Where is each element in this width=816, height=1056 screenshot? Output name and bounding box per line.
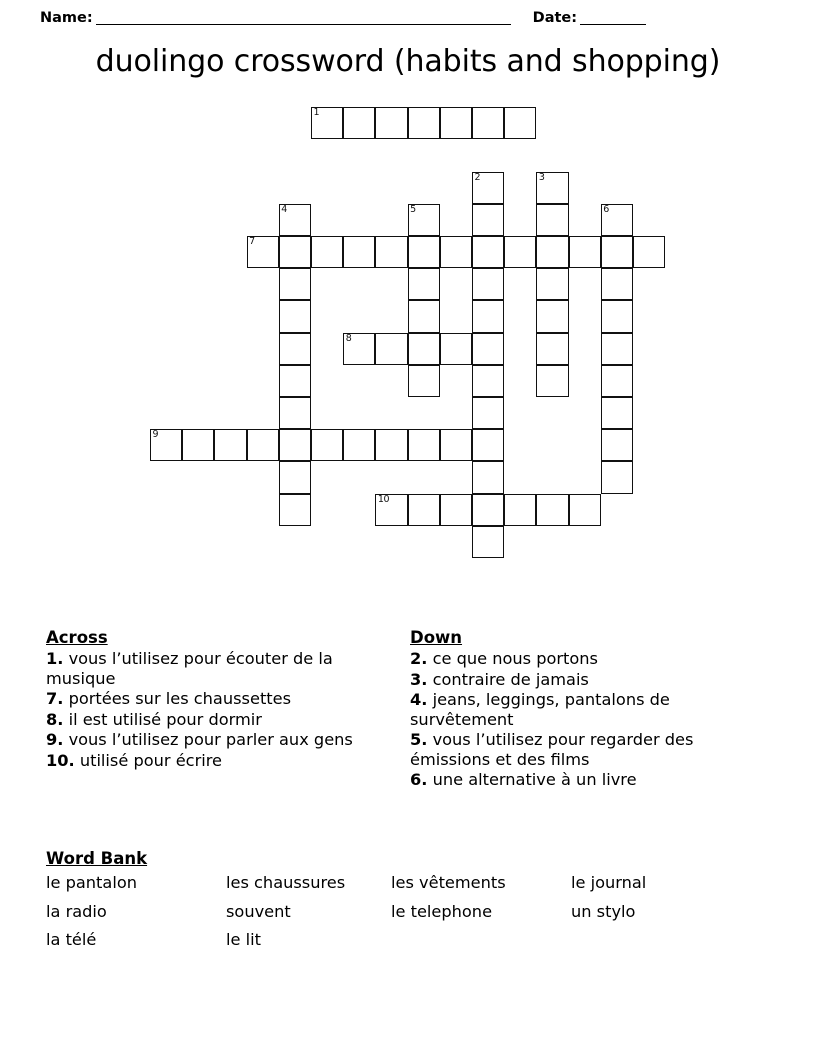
grid-cell[interactable] xyxy=(214,429,246,461)
grid-cell[interactable] xyxy=(472,268,504,300)
down-clue xyxy=(410,690,762,729)
word-bank-item: les vêtements xyxy=(391,873,506,892)
grid-cell[interactable] xyxy=(569,236,601,268)
grid-cell[interactable] xyxy=(408,365,440,397)
down-clue-text: jeans, leggings, pantalons de survêtement xyxy=(410,690,670,729)
grid-cell[interactable] xyxy=(601,429,633,461)
down-clue-text: vous l’utilisez pour regarder des émissions et des films xyxy=(410,730,694,769)
grid-cell[interactable] xyxy=(472,236,504,268)
down-clue-number: 6. xyxy=(410,770,428,789)
grid-cell[interactable] xyxy=(279,333,311,365)
down-clue xyxy=(410,730,762,769)
grid-cell[interactable] xyxy=(440,429,472,461)
word-bank-item: souvent xyxy=(226,901,291,921)
across-clue-text: utilisé pour écrire xyxy=(74,750,222,770)
grid-cell[interactable] xyxy=(343,107,375,139)
cell-number: 8 xyxy=(345,332,352,344)
grid-cell[interactable] xyxy=(536,268,568,300)
across-clue xyxy=(46,649,398,688)
grid-cell[interactable] xyxy=(375,494,407,526)
word-bank-item: le journal xyxy=(571,873,647,892)
cell-number: 5 xyxy=(410,203,416,215)
grid-cell[interactable] xyxy=(440,333,472,365)
across-clue-text: vous l’utilisez pour écouter de la musique xyxy=(46,649,333,688)
down-clue xyxy=(410,649,762,669)
cell-number: 7 xyxy=(249,236,255,247)
across-clue-number: 9. xyxy=(46,730,64,749)
down-clue-number: 4. xyxy=(410,690,428,709)
grid-cell[interactable] xyxy=(279,204,311,236)
grid-cell[interactable] xyxy=(311,107,343,139)
grid-cell[interactable] xyxy=(504,494,536,526)
down-clue-number: 2. xyxy=(410,649,428,668)
grid-cell[interactable] xyxy=(343,236,375,268)
grid-cell[interactable] xyxy=(343,429,375,461)
grid-cell[interactable] xyxy=(504,107,536,139)
grid-cell[interactable] xyxy=(247,236,279,268)
grid-cell[interactable] xyxy=(279,236,311,268)
across-clue-number: 10. xyxy=(46,750,75,770)
word-bank-item: le pantalon xyxy=(46,873,137,892)
cell-number: 10 xyxy=(377,493,390,505)
grid-cell[interactable] xyxy=(536,236,568,268)
across-clue-list xyxy=(46,649,398,770)
across-heading: Across xyxy=(46,628,108,647)
grid-cell[interactable] xyxy=(375,107,407,139)
down-clue-text: contraire de jamais xyxy=(427,669,589,689)
grid-cell[interactable] xyxy=(279,461,311,493)
grid-cell[interactable] xyxy=(440,107,472,139)
word-bank-item: le lit xyxy=(226,930,261,949)
grid-cell[interactable] xyxy=(536,300,568,332)
grid-cell[interactable] xyxy=(408,300,440,332)
cell-number: 9 xyxy=(152,429,159,441)
down-heading: Down xyxy=(410,628,463,647)
down-clue-number: 3. xyxy=(410,669,428,689)
across-clue-text: il est utilisé pour dormir xyxy=(63,709,262,729)
grid-cell[interactable] xyxy=(472,429,504,461)
grid-cell[interactable] xyxy=(472,172,504,204)
grid-cell[interactable] xyxy=(601,236,633,268)
across-clue xyxy=(46,751,398,771)
down-clue-text: une alternative à un livre xyxy=(427,770,637,789)
word-bank-item: la télé xyxy=(46,930,97,949)
grid-cell[interactable] xyxy=(182,429,214,461)
name-label: Name: xyxy=(40,10,93,26)
grid-cell[interactable] xyxy=(343,333,375,365)
grid-cell[interactable] xyxy=(472,204,504,236)
cell-number: 3 xyxy=(538,171,545,183)
across-clue xyxy=(46,710,398,730)
grid-cell[interactable] xyxy=(472,397,504,429)
grid-cell[interactable] xyxy=(408,494,440,526)
down-clue-number: 5. xyxy=(410,730,428,749)
grid-cell[interactable] xyxy=(601,268,633,300)
grid-cell[interactable] xyxy=(279,397,311,429)
grid-cell[interactable] xyxy=(569,494,601,526)
grid-cell[interactable] xyxy=(150,429,182,461)
grid-cell[interactable] xyxy=(472,365,504,397)
grid-cell[interactable] xyxy=(408,429,440,461)
grid-cell[interactable] xyxy=(472,461,504,493)
word-bank-item: le telephone xyxy=(391,901,493,921)
grid-cell[interactable] xyxy=(408,107,440,139)
grid-cell[interactable] xyxy=(601,397,633,429)
word-bank-item: la radio xyxy=(46,901,107,921)
grid-cell[interactable] xyxy=(408,204,440,236)
down-clue xyxy=(410,670,762,690)
grid-cell[interactable] xyxy=(408,236,440,268)
grid-cell[interactable] xyxy=(375,429,407,461)
across-clue-number: 7. xyxy=(46,689,64,708)
across-column xyxy=(46,628,398,771)
grid-cell[interactable] xyxy=(472,494,504,526)
date-label: Date: xyxy=(532,10,578,26)
word-bank-section xyxy=(46,848,776,953)
grid-cell[interactable] xyxy=(279,268,311,300)
cell-number: 2 xyxy=(474,171,481,183)
grid-cell[interactable] xyxy=(440,236,472,268)
grid-cell[interactable] xyxy=(408,333,440,365)
across-clue-number: 1. xyxy=(46,649,64,668)
across-clue-text: portées sur les chaussettes xyxy=(63,689,292,708)
across-clue-text: vous l’utilisez pour parler aux gens xyxy=(63,730,353,749)
down-clue-text: ce que nous portons xyxy=(427,649,598,668)
grid-cell[interactable] xyxy=(279,494,311,526)
page-title: duolingo crossword (habits and shopping) xyxy=(95,44,721,79)
grid-cell[interactable] xyxy=(601,333,633,365)
grid-cell[interactable] xyxy=(375,236,407,268)
grid-cell[interactable] xyxy=(247,429,279,461)
grid-cell[interactable] xyxy=(440,494,472,526)
grid-cell[interactable] xyxy=(536,333,568,365)
grid-cell[interactable] xyxy=(601,365,633,397)
grid-cell[interactable] xyxy=(536,204,568,236)
grid-cell[interactable] xyxy=(601,461,633,493)
word-bank-grid xyxy=(46,871,776,953)
grid-cell[interactable] xyxy=(279,300,311,332)
across-clue xyxy=(46,689,398,709)
across-clue-number: 8. xyxy=(46,709,64,729)
down-column xyxy=(410,628,762,791)
down-clue-list xyxy=(410,649,762,790)
grid-cell[interactable] xyxy=(311,236,343,268)
word-bank-heading: Word Bank xyxy=(46,849,148,868)
across-clue xyxy=(46,730,398,750)
grid-cell[interactable] xyxy=(536,494,568,526)
grid-cell[interactable] xyxy=(311,429,343,461)
grid-cell[interactable] xyxy=(601,300,633,332)
grid-cell[interactable] xyxy=(504,236,536,268)
word-bank-item: les chaussures xyxy=(226,873,346,892)
down-clue xyxy=(410,770,762,790)
cell-number: 6 xyxy=(603,203,609,215)
cell-number: 1 xyxy=(313,107,320,119)
grid-cell[interactable] xyxy=(375,333,407,365)
grid-cell[interactable] xyxy=(279,429,311,461)
grid-cell[interactable] xyxy=(408,268,440,300)
grid-cell[interactable] xyxy=(472,300,504,332)
grid-cell[interactable] xyxy=(633,236,665,268)
grid-cell[interactable] xyxy=(601,204,633,236)
cell-number: 4 xyxy=(281,203,287,215)
grid-cell[interactable] xyxy=(279,365,311,397)
grid-cell[interactable] xyxy=(472,107,504,139)
grid-cell[interactable] xyxy=(536,172,568,204)
grid-cell[interactable] xyxy=(472,526,504,558)
grid-cell[interactable] xyxy=(472,333,504,365)
word-bank-item: un stylo xyxy=(571,901,636,921)
grid-cell[interactable] xyxy=(536,365,568,397)
